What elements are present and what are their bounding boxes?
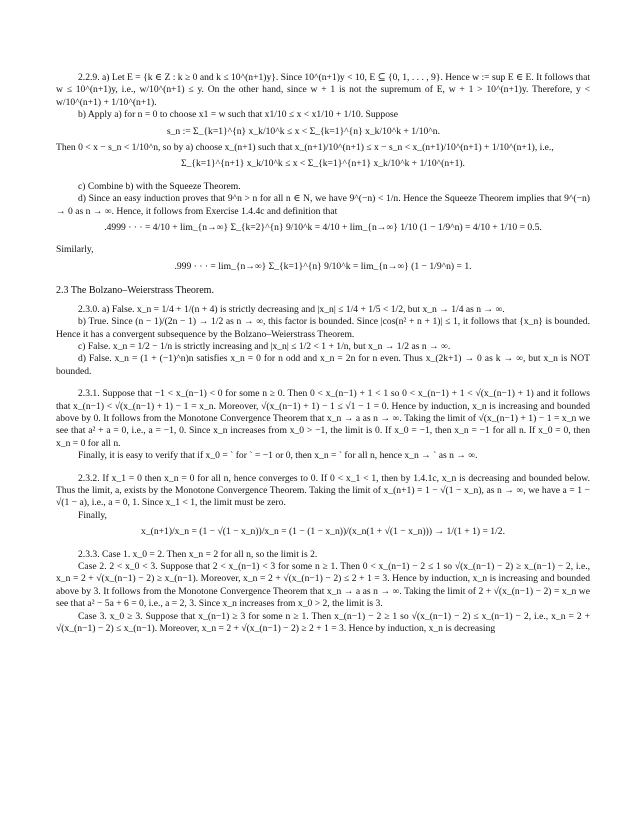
exercise-2-3-3-case-2: Case 2. 2 < x_0 < 3. Suppose that 2 < x_(n−1) < 3 for some n ≥ 1. Then 0 < x_(n−1) − 2 ≤ 1 so √(x_(n−1) − 2) ≥ x_(n−1) − 2, i.e., x_n = 2 + √(x_(n−1) − 2) ≥ x_(n−1). Moreover, x_n = 2 + √(x_(n−1) − 2) ≤ 2 + 1 = 3. Hence by induction, x_n is increasing and bounded above by 3. It follows from the Monotone Convergence Theorem that x_n → a as n → ∞. Taking the limit of 2 + √(x_(n−1) − 2) = x_n we see that a² − 5a + 6 = 0, i.e., a = 2, 3. Since x_n increases from x_0 > 2, the limit is 3. xyxy=(56,561,590,610)
section-heading: 2.3 The Bolzano–Weierstrass Theorem. xyxy=(56,285,214,297)
equation-partial-sum-next: Σ_{k=1}^{n+1} x_k/10^k ≤ x < Σ_{k=1}^{n+1} x_k/10^k + 1/10^(n+1). xyxy=(181,158,465,170)
equation-partial-sum: s_n := Σ_{k=1}^{n} x_k/10^k ≤ x < Σ_{k=1}^{n} x_k/10^k + 1/10^n. xyxy=(166,125,440,137)
exercise-2-3-0-part-b: b) True. Since (n − 1)/(2n − 1) → 1/2 as n → ∞, this factor is bounded. Since |cos(n² + n + 1)| ≤ 1, it follows that {x_n} is bounded. Hence it has a convergent subsequence by the Bolzano–Weierstrass Theorem. xyxy=(56,316,590,340)
equation-point-4999: .4999 · · · = 4/10 + lim_{n→∞} Σ_{k=2}^{n} 9/10^k = 4/10 + lim_{n→∞} 1/10 (1 − 1/9^n) = 4/10 + 1/10 = 0.5. xyxy=(104,222,542,234)
exercise-2-3-3-case-1: 2.3.3. Case 1. x_0 = 2. Then x_n = 2 for all n, so the limit is 2. xyxy=(78,548,318,560)
exercise-2-3-0-part-c: c) False. x_n = 1/2 − 1/n is strictly increasing and |x_n| ≤ 1/2 < 1 + 1/n, but x_n → 1/2 as n → ∞. xyxy=(78,340,451,352)
paragraph-then: Then 0 < x − s_n < 1/10^n, so by a) choose x_(n+1) such that x_(n+1)/10^(n+1) ≤ x − s_n < x_(n+1)/10^(n+1) + 1/10^(n+1), i.e., xyxy=(56,142,554,154)
paragraph-similarly: Similarly, xyxy=(56,244,94,256)
page-content xyxy=(56,72,590,635)
exercise-2-3-0-part-a: 2.3.0. a) False. x_n = 1/4 + 1/(n + 4) is strictly decreasing and |x_n| ≤ 1/4 + 1/5 < 1/2, but x_n → 1/4 as n → ∞. xyxy=(78,303,505,315)
paragraph-finally: Finally, xyxy=(78,509,107,521)
exercise-2-2-9-part-a: 2.2.9. a) Let E = {k ∈ Z : k ≥ 0 and k ≤ 10^(n+1)y}. Since 10^(n+1)y < 10, E ⊆ {0, 1, . . . , 9}. Hence w := sup E ∈ E. It follows that w ≤ 10^(n+1)y, i.e., w/10^(n+1) ≤ y. On the other hand, since w + 1 is not the supremum of E, w + 1 > 10^(n+1)y. Therefore, y < w/10^(n+1) + 1/10^(n+1). xyxy=(56,72,590,108)
exercise-2-3-1-finally: Finally, it is easy to verify that if x_0 = ` for ` = −1 or 0, then x_n = ` for all n, hence x_n → ` as n → ∞. xyxy=(78,450,478,462)
exercise-2-3-0-part-d: d) False. x_n = (1 + (−1)^n)n satisfies x_n = 0 for n odd and x_n = 2n for n even. Thus x_(2k+1) → 0 as k → ∞, but x_n is NOT bounded. xyxy=(56,353,590,377)
exercise-2-3-1: 2.3.1. Suppose that −1 < x_(n−1) < 0 for some n ≥ 0. Then 0 < x_(n−1) + 1 < 1 so 0 < x_(n−1) + 1 < √(x_(n−1) + 1) and it follows that x_(n−1) < √(x_(n−1) + 1) − 1 = x_n. Moreover, √(x_(n−1) + 1) − 1 ≤ √1 − 1 = 0. Hence by induction, x_n is increasing and bounded above by 0. It follows from the Monotone Convergence Theorem that x_n → a as n → ∞. Taking the limit of √(x_(n−1) + 1) − 1 = x_n we see that a² + a = 0, i.e., a = −1, 0. Since x_n increases from x_0 > −1, the limit is 0. If x_0 = −1, then x_n = −1 for all n. If x_0 = 0, then x_n = 0 for all n. xyxy=(56,388,590,449)
exercise-2-2-9-part-d: d) Since an easy induction proves that 9^n > n for all n ∈ N, we have 9^(−n) < 1/n. Hence the Squeeze Theorem implies that 9^(−n) → 0 as n → ∞. Hence, it follows from Exercise 1.4.4c and definition that xyxy=(56,193,590,217)
exercise-2-2-9-part-c: c) Combine b) with the Squeeze Theorem. xyxy=(78,180,241,192)
exercise-2-2-9-part-b: b) Apply a) for n = 0 to choose x1 = w such that x1/10 ≤ x < x1/10 + 1/10. Suppose xyxy=(78,109,399,121)
equation-point-999: .999 · · · = lim_{n→∞} Σ_{k=1}^{n} 9/10^k = lim_{n→∞} (1 − 1/9^n) = 1. xyxy=(174,260,472,272)
exercise-2-3-3-case-3: Case 3. x_0 ≥ 3. Suppose that x_(n−1) ≥ 3 for some n ≥ 1. Then x_(n−1) − 2 ≥ 1 so √(x_(n−1) − 2) ≤ x_(n−1) − 2, i.e., x_n = 2 + √(x_(n−1) − 2) ≤ x_(n−1). Moreover, x_n = 2 + √(x_(n−1) − 2) ≥ 2 + 1 = 3. Hence by induction, x_n is decreasing xyxy=(56,610,590,635)
exercise-2-3-2: 2.3.2. If x_1 = 0 then x_n = 0 for all n, hence converges to 0. If 0 < x_1 < 1, then by 1.4.1c, x_n is decreasing and bounded below. Thus the limit, a, exists by the Monotone Convergence Theorem. Taking the limit of x_(n+1) = 1 − √(1 − x_n), as n → ∞, we have a = 1 − √(1 − a), i.e., a = 0, 1. Since x_1 < 1, the limit must be zero. xyxy=(56,472,590,509)
equation-ratio: x_(n+1)/x_n = (1 − √(1 − x_n))/x_n = (1 − (1 − x_n))/(x_n(1 + √(1 − x_n))) → 1/(1 + 1) = 1/2. xyxy=(141,526,505,538)
